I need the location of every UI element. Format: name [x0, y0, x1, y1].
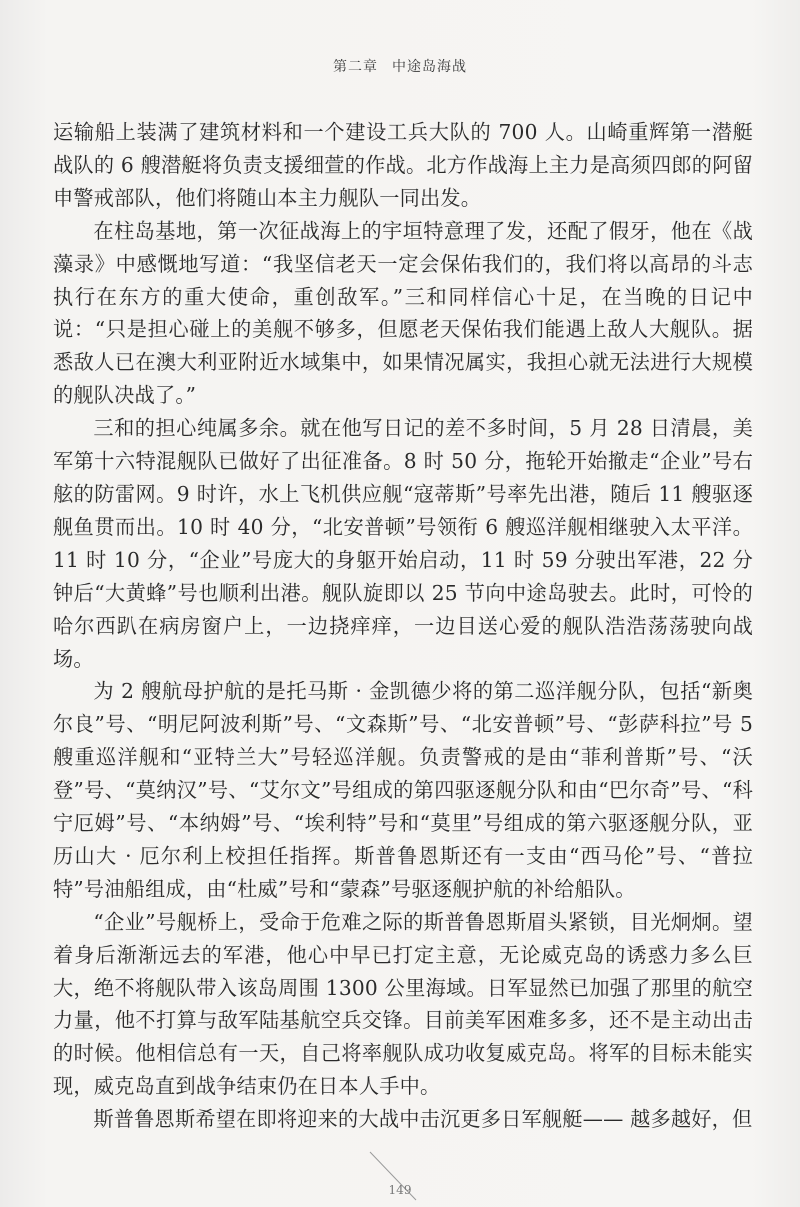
- body-text: [53, 116, 753, 1136]
- paragraph: 在柱岛基地，第一次征战海上的宇垣特意理了发，还配了假牙，他在《战藻录》中感慨地写道：“我坚信老天一定会保佑我们的，我们将以高昂的斗志执行在东方的重大使命，重创敌军。”三和同样信心十足，在当晚的日记中说：“只是担心碰上的美舰不够多，但愿老天保佑我们能遇上敌人大舰队。据悉敌人已在澳大利亚附近水域集中，如果情况属实，我担心就无法进行大规模的舰队决战了。”: [53, 218, 753, 408]
- chapter-title: 中途岛海战: [392, 59, 467, 75]
- paragraph: 三和的担心纯属多余。就在他写日记的差不多时间，5 月 28 日清晨，美军第十六特混舰队已做好了出征准备。8 时 50 分，拖轮开始撤走“企业”号右舷的防雷网。9 时许，水上飞机供应舰“寇蒂斯”号率先出港，随后 11 艘驱逐舰鱼贯而出。10 时 40 分，“北安普顿”号领衔 6 艘巡洋舰相继驶入太平洋。11 时 10 分，“企业”号庞大的身躯开始启动，11 时 59 分驶出军港，22 分钟后“大黄蜂”号也顺利出港。舰队旋即以 25 节向中途岛驶去。此时，可怜的哈尔西趴在病房窗户上，一边挠痒痒，一边目送心爱的舰队浩浩荡荡驶向战场。: [53, 416, 753, 671]
- running-header: [0, 56, 800, 76]
- chapter-label: 第二章: [333, 59, 378, 75]
- paragraph: 斯普鲁恩斯希望在即将迎来的大战中击沉更多日军舰艇—— 越多越好，但: [93, 1107, 753, 1132]
- page-number: 149: [388, 1183, 412, 1197]
- paragraph: 运输船上装满了建筑材料和一个建设工兵大队的 700 人。山崎重辉第一潜艇战队的 6 艘潜艇将负责支援细萱的作战。北方作战海上主力是高须四郎的阿留申警戒部队，他们将随山本主力舰队一同出发。: [53, 120, 753, 210]
- paragraph: 为 2 艘航母护航的是托马斯 · 金凯德少将的第二巡洋舰分队，包括“新奥尔良”号、“明尼阿波利斯”号、“文森斯”号、“北安普顿”号、“彭萨科拉”号 5 艘重巡洋舰和“亚特兰大”号轻巡洋舰。负责警戒的是由“菲利普斯”号、“沃登”号、“莫纳汉”号、“艾尔文”号组成的第四驱逐舰分队和由“巴尔奇”号、“科宁厄姆”号、“本纳姆”号、“埃利特”号和“莫里”号组成的第六驱逐舰分队，亚历山大 · 厄尔利上校担任指挥。斯普鲁恩斯还有一支由“西马伦”号、“普拉特”号油船组成，由“杜威”号和“蒙森”号驱逐舰护航的补给船队。: [53, 679, 753, 901]
- paragraph: “企业”号舰桥上，受命于危难之际的斯普鲁恩斯眉头紧锁，目光炯炯。望着身后渐渐远去的军港，他心中早已打定主意，无论威克岛的诱惑力多么巨大，绝不将舰队带入该岛周围 1300 公里海域。日军显然已加强了那里的航空力量，他不打算与敌军陆基航空兵交锋。目前美军困难多多，还不是主动出击的时候。他相信总有一天，自己将率舰队成功收复威克岛。将军的目标未能实现，威克岛直到战争结束仍在日本人手中。: [53, 909, 753, 1099]
